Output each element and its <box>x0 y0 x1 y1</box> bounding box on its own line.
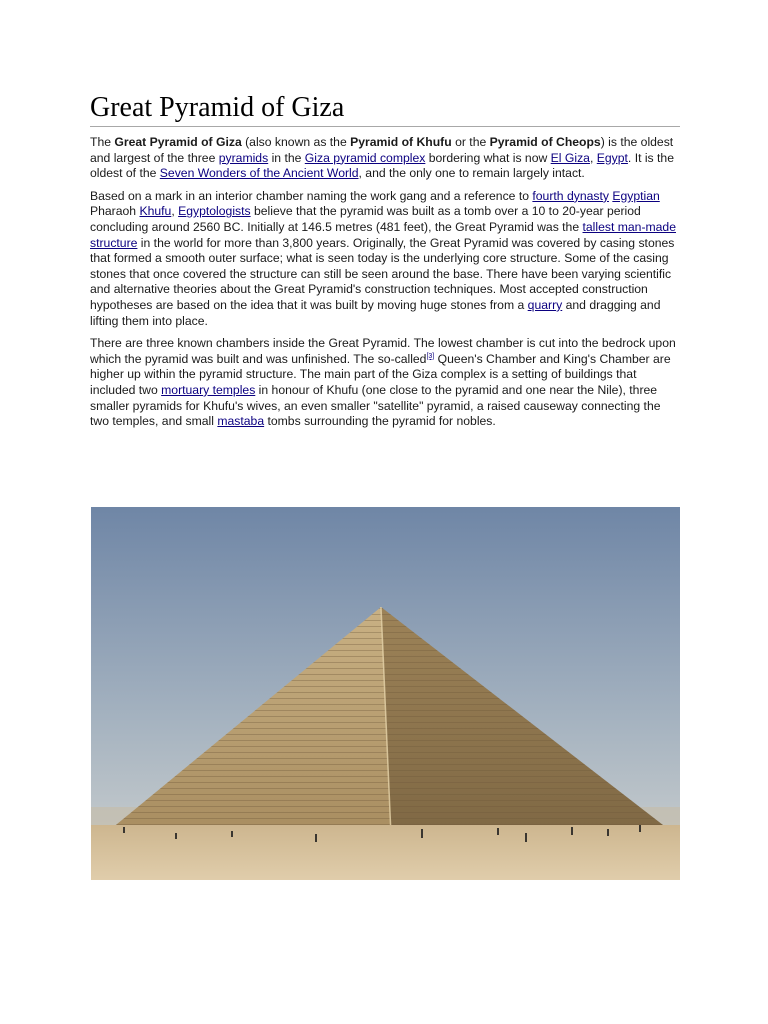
link-el-giza[interactable]: El Giza <box>550 150 590 165</box>
link-mastaba[interactable]: mastaba <box>217 414 265 429</box>
text: Pharaoh <box>90 204 140 219</box>
text: ) is the oldest and largest of the three <box>90 135 674 165</box>
bold-term: Pyramid of Khufu <box>350 135 452 149</box>
text: in the world for more than 3,800 years. Originally, the Great Pyramid was covered by casing stones that formed a smooth outer surface; what is seen today is the underlying core structure. Some of the casing stones that once covered the structure can still be seen around the base. There have been varying scientific and alternative theories about the Great Pyramid's construction techniques. Most accepted construction hypotheses are based on the idea that it was built by moving huge stones from a <box>90 235 675 312</box>
text: tombs surrounding the pyramid for nobles. <box>264 414 496 429</box>
link-fourth-dynasty[interactable]: fourth dynasty <box>532 188 609 203</box>
text: Based on a mark in an interior chamber naming the work gang and a reference to <box>90 188 533 203</box>
text: in honour of Khufu (one close to the pyramid and one near the Nile), three smaller pyramids for Khufu's wives, an even smaller "satellite" pyramid, a raised causeway connecting the two temples, and small <box>90 382 661 429</box>
text: or the <box>451 135 490 149</box>
text: and dragging and lifting them into place. <box>90 297 661 328</box>
link-seven-wonders[interactable]: Seven Wonders of the Ancient World <box>159 166 359 181</box>
link-quarry[interactable]: quarry <box>527 297 563 312</box>
page-title: Great Pyramid of Giza <box>90 90 680 127</box>
pyramid-photo <box>91 507 680 880</box>
text: , <box>171 204 179 219</box>
bold-term: Great Pyramid of Giza <box>114 135 242 149</box>
link-giza-pyramid-complex[interactable]: Giza pyramid complex <box>304 150 426 165</box>
text: , and the only one to remain largely intact. <box>358 166 585 181</box>
text: , <box>589 150 597 165</box>
pyramid-illustration <box>91 507 680 880</box>
text: Queen's Chamber and King's Chamber are higher up within the pyramid structure. The main part of the Giza complex is a setting of buildings that included two <box>90 351 671 397</box>
bold-term: Pyramid of Cheops <box>489 135 601 149</box>
link-egyptologists[interactable]: Egyptologists <box>178 204 251 219</box>
ground <box>91 825 680 880</box>
text: bordering what is now <box>425 150 551 165</box>
text: in the <box>268 150 305 165</box>
citation-link[interactable]: [3] <box>426 352 435 360</box>
intro-paragraph <box>90 135 680 182</box>
link-pyramids[interactable]: pyramids <box>218 150 269 165</box>
chambers-paragraph <box>90 336 680 430</box>
text: (also known as the <box>241 135 351 149</box>
link-egyptian[interactable]: Egyptian <box>612 188 660 203</box>
text: believe that the pyramid was built as a tomb over a 10 to 20-year period concluding around 2560 BC. Initially at 146.5 metres (481 feet), the Great Pyramid was the <box>90 204 641 234</box>
text: . It is the oldest of the <box>90 150 674 181</box>
link-egypt[interactable]: Egypt <box>596 150 628 165</box>
article <box>90 90 680 430</box>
link-tallest-structure[interactable]: tallest man-made structure <box>90 219 676 250</box>
text: There are three known chambers inside the Great Pyramid. The lowest chamber is cut into the bedrock upon which the pyramid was built and was unfinished. The so-called <box>90 336 676 366</box>
link-mortuary-temples[interactable]: mortuary temples <box>161 382 256 397</box>
link-khufu[interactable]: Khufu <box>139 204 172 219</box>
text: The <box>90 135 115 149</box>
history-paragraph <box>90 189 680 329</box>
